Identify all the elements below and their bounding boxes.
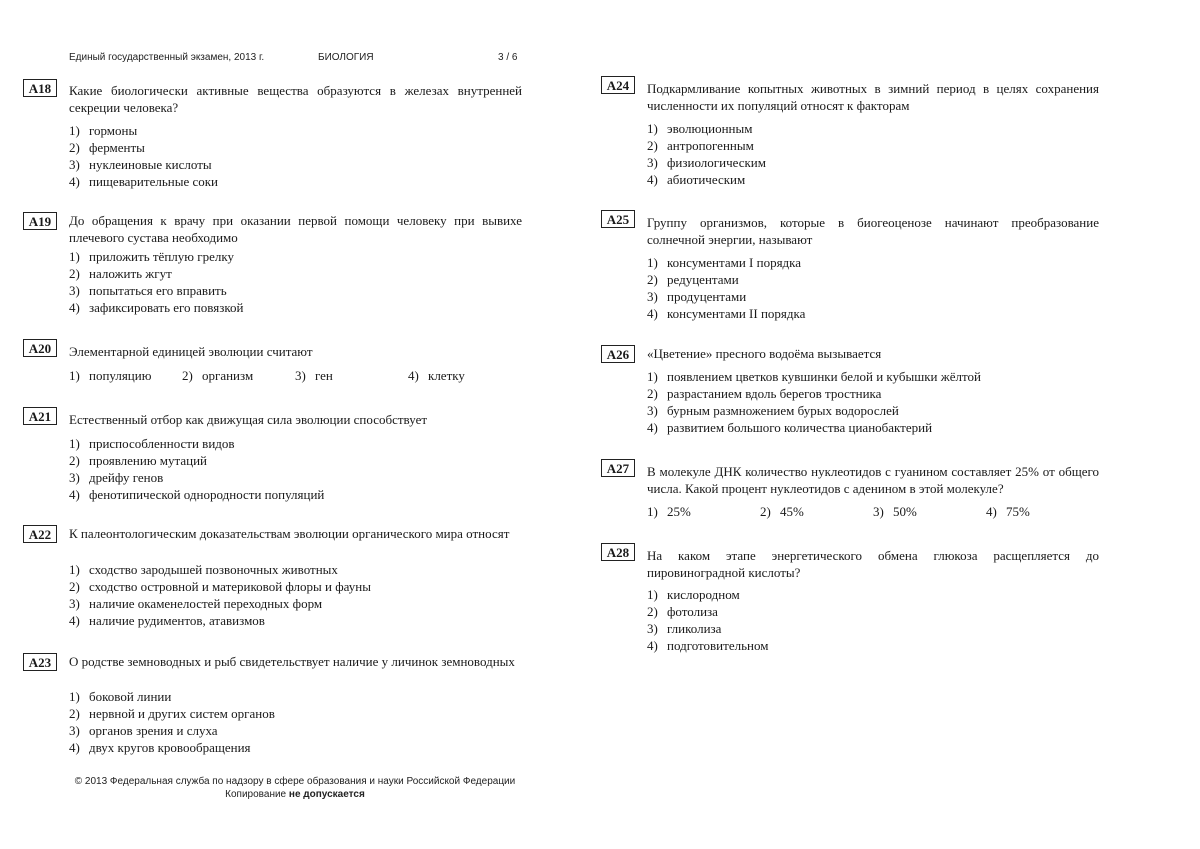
option[interactable]: 3) наличие окаменелостей переходных форм <box>69 596 323 611</box>
options-list <box>647 121 766 189</box>
question-number-box: A21 <box>23 407 57 425</box>
option[interactable]: 4) зафиксировать его повязкой <box>69 300 244 315</box>
option[interactable]: 3) органов зрения и слуха <box>69 723 218 738</box>
option[interactable]: 3) физиологическим <box>647 155 766 170</box>
question-number-box: A28 <box>601 543 635 561</box>
question-number-box: A22 <box>23 525 57 543</box>
option[interactable]: 1) сходство зародышей позвоночных животных <box>69 562 338 577</box>
question-text: Естественный отбор как движущая сила эволюции способствует <box>69 412 428 427</box>
question-text: О родстве земноводных и рыб свидетельствует наличие у личинок земноводных <box>69 654 515 669</box>
option[interactable]: 1) приложить тёплую грелку <box>69 249 234 264</box>
question-text: Группу организмов, которые в биогеоценозе начинают преобразование солнечной энергии, называют <box>647 215 1099 247</box>
option[interactable]: 2) редуцентами <box>647 272 739 287</box>
option[interactable]: 2) сходство островной и материковой флоры и фауны <box>69 579 371 594</box>
question-text: В молекуле ДНК количество нуклеотидов с гуанином составляет 25% от общего числа. Какой процент нуклеотидов с аденином в этой молекуле? <box>647 464 1099 496</box>
option[interactable]: 4) подготовительном <box>647 638 769 653</box>
exam-title: Единый государственный экзамен, 2013 г. <box>69 52 265 63</box>
option[interactable]: 2) организм <box>182 368 254 383</box>
options-list <box>69 436 324 504</box>
question-text: Элементарной единицей эволюции считают <box>69 344 313 359</box>
option[interactable]: 4) 75% <box>986 504 1030 519</box>
option[interactable]: 2) ферменты <box>69 140 145 155</box>
option[interactable]: 3) попытаться его вправить <box>69 283 227 298</box>
options-list <box>69 689 275 757</box>
option[interactable]: 1) консументами I порядка <box>647 255 802 270</box>
option[interactable]: 4) клетку <box>408 368 465 383</box>
question-text: «Цветение» пресного водоёма вызывается <box>647 346 882 361</box>
question-number-box: A24 <box>601 76 635 94</box>
option[interactable]: 2) проявлению мутаций <box>69 453 207 468</box>
options-list <box>647 369 981 437</box>
question-text: Подкармливание копытных животных в зимний период в целях сохранения численности их популяций относят к факторам <box>647 81 1099 113</box>
option[interactable]: 4) развитием большого количества цианобактерий <box>647 420 933 435</box>
option[interactable]: 3) 50% <box>873 504 917 519</box>
question-text: До обращения к врачу при оказании первой помощи человеку при вывихе плечевого сустава необходимо <box>69 213 522 245</box>
option[interactable]: 1) появлением цветков кувшинки белой и кубышки жёлтой <box>647 369 981 384</box>
option[interactable]: 4) фенотипической однородности популяций <box>69 487 325 502</box>
option[interactable]: 4) наличие рудиментов, атавизмов <box>69 613 265 628</box>
question-number-box: A19 <box>23 212 57 230</box>
option[interactable]: 1) кислородном <box>647 587 740 602</box>
option[interactable]: 4) пищеварительные соки <box>69 174 219 189</box>
option[interactable]: 2) антропогенным <box>647 138 754 153</box>
question-text: К палеонтологическим доказательствам эволюции органического мира относят <box>69 526 510 541</box>
copyright-footer <box>60 775 530 801</box>
question-number-box: A27 <box>601 459 635 477</box>
option[interactable]: 3) бурным размножением бурых водорослей <box>647 403 899 418</box>
page-number: 3 / 6 <box>498 52 518 63</box>
options-list <box>647 255 805 323</box>
options-list <box>69 123 218 191</box>
option[interactable]: 2) наложить жгут <box>69 266 172 281</box>
option[interactable]: 4) абиотическим <box>647 172 746 187</box>
subject-title: БИОЛОГИЯ <box>318 52 374 63</box>
option[interactable]: 3) продуцентами <box>647 289 747 304</box>
question-number-box: A25 <box>601 210 635 228</box>
question-number-box: A20 <box>23 339 57 357</box>
option[interactable]: 2) нервной и других систем органов <box>69 706 275 721</box>
question-text: Какие биологически активные вещества образуются в железах внутренней секреции человека? <box>69 83 522 115</box>
option[interactable]: 3) нуклеиновые кислоты <box>69 157 212 172</box>
option[interactable]: 1) гормоны <box>69 123 138 138</box>
option[interactable]: 3) ген <box>295 368 333 383</box>
option[interactable]: 2) разрастанием вдоль берегов тростника <box>647 386 882 401</box>
option[interactable]: 1) приспособленности видов <box>69 436 235 451</box>
question-number-box: A23 <box>23 653 57 671</box>
option[interactable]: 1) эволюционным <box>647 121 753 136</box>
option[interactable]: 1) боковой линии <box>69 689 172 704</box>
option[interactable]: 2) 45% <box>760 504 804 519</box>
option[interactable]: 1) популяцию <box>69 368 152 383</box>
question-number-box: A26 <box>601 345 635 363</box>
option[interactable]: 3) дрейфу генов <box>69 470 164 485</box>
option[interactable]: 2) фотолиза <box>647 604 718 619</box>
options-list <box>647 587 768 655</box>
options-list <box>69 562 371 630</box>
copyright-line: © 2013 Федеральная служба по надзору в сфере образования и науки Российской Федерации <box>74 776 516 787</box>
question-text: На каком этапе энергетического обмена глюкоза расщепляется до пировиноградной кислоты? <box>647 548 1099 580</box>
copy-notice: Копирование не допускается <box>225 789 365 800</box>
option[interactable]: 4) консументами II порядка <box>647 306 806 321</box>
options-list <box>69 249 243 317</box>
option[interactable]: 1) 25% <box>647 504 691 519</box>
option[interactable]: 4) двух кругов кровообращения <box>69 740 251 755</box>
option[interactable]: 3) гликолиза <box>647 621 722 636</box>
copy-notice-bold: не допускается <box>288 789 365 800</box>
question-number-box: A18 <box>23 79 57 97</box>
